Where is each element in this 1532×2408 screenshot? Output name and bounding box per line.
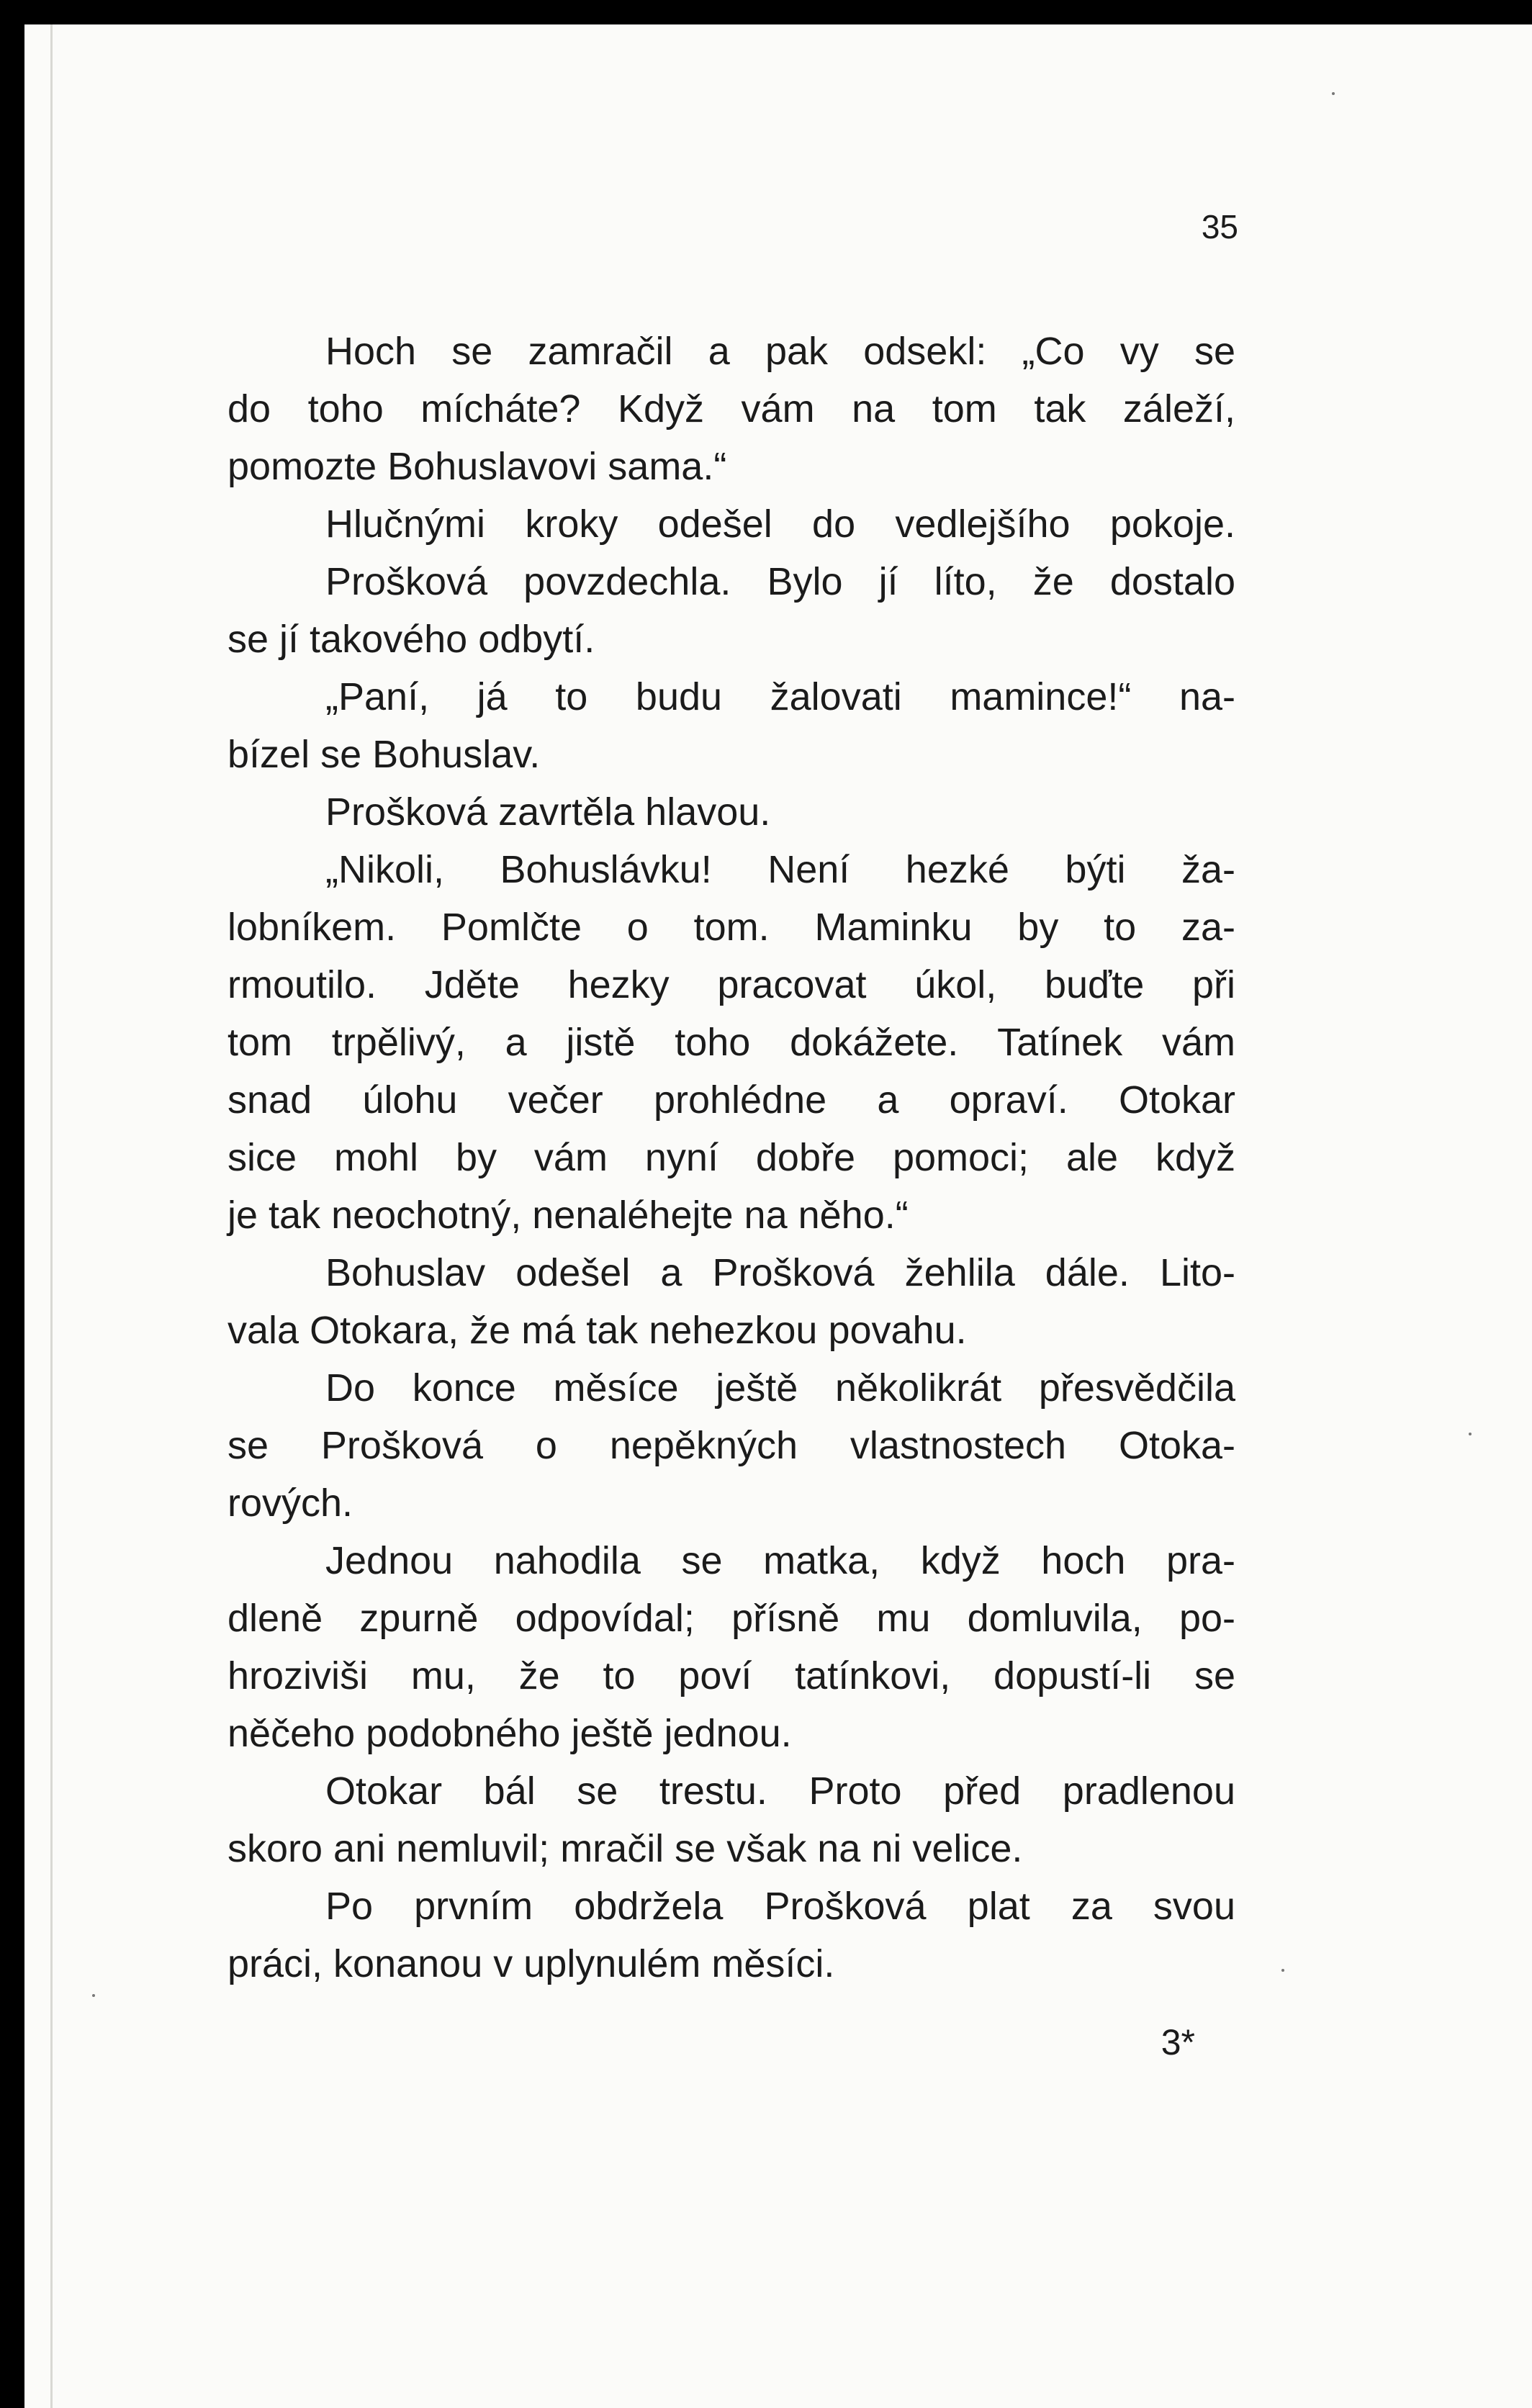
text-line: práci, konanou v uplynulém měsíci. (227, 1942, 835, 1985)
text-line: „Paní, já to budu žalovati mamince!“ na- (325, 675, 1235, 718)
text-line: hroziviši mu, že to poví tatínkovi, dopustí-li se (227, 1654, 1235, 1697)
paper-speck (1332, 92, 1335, 95)
text-line: lobníkem. Pomlčte o tom. Maminku by to za- (227, 906, 1235, 949)
text-line: vala Otokara, že má tak nehezkou povahu. (227, 1309, 967, 1352)
text-line: pomozte Bohuslavovi sama.“ (227, 445, 727, 488)
text-line: Do konce měsíce ještě několikrát přesvědčila (325, 1366, 1235, 1410)
text-line: do toho mícháte? Když vám na tom tak záleží, (227, 387, 1235, 430)
signature-mark: 3* (1161, 2022, 1195, 2062)
text-line: Po prvním obdržela Prošková plat za svou (325, 1885, 1235, 1928)
text-line: dleně zpurně odpovídal; přísně mu domluvila, po- (227, 1597, 1235, 1640)
text-line: se jí takového odbytí. (227, 618, 595, 661)
text-line: bízel se Bohuslav. (227, 733, 541, 776)
text-line: Jednou nahodila se matka, když hoch pra- (325, 1539, 1235, 1582)
text-line: rmoutilo. Jděte hezky pracovat úkol, buďte při (227, 963, 1235, 1006)
text-line: je tak neochotný, nenaléhejte na něho.“ (227, 1194, 909, 1237)
text-line: něčeho podobného ještě jednou. (227, 1712, 792, 1755)
paper-speck (92, 1994, 95, 1997)
text-line: snad úlohu večer prohlédne a opraví. Otokar (227, 1078, 1235, 1122)
text-line: „Nikoli, Bohuslávku! Není hezké býti ža- (325, 848, 1235, 891)
text-line: tom trpělivý, a jistě toho dokážete. Tatínek vám (227, 1021, 1235, 1064)
text-line: Prošková povzdechla. Bylo jí líto, že dostalo (325, 560, 1235, 603)
body-text (227, 323, 1235, 1993)
paper-speck (1281, 1969, 1284, 1972)
text-line: se Prošková o nepěkných vlastnostech Otoka- (227, 1424, 1235, 1467)
paper-speck (1469, 1433, 1472, 1435)
text-line: sice mohl by vám nyní dobře pomoci; ale když (227, 1136, 1235, 1179)
text-line: Hlučnými kroky odešel do vedlejšího pokoje. (325, 502, 1235, 546)
text-line: Hoch se zamračil a pak odsekl: „Co vy se (325, 330, 1235, 373)
text-line: Bohuslav odešel a Prošková žehlila dále. Lito- (325, 1251, 1235, 1294)
page-number: 35 (1201, 208, 1238, 245)
page-left-edge (50, 24, 53, 2408)
text-line: skoro ani nemluvil; mračil se však na ni velice. (227, 1827, 1023, 1870)
text-line: rových. (227, 1482, 353, 1525)
text-line: Otokar bál se trestu. Proto před pradlenou (325, 1769, 1235, 1813)
text-line: Prošková zavrtěla hlavou. (325, 790, 771, 834)
